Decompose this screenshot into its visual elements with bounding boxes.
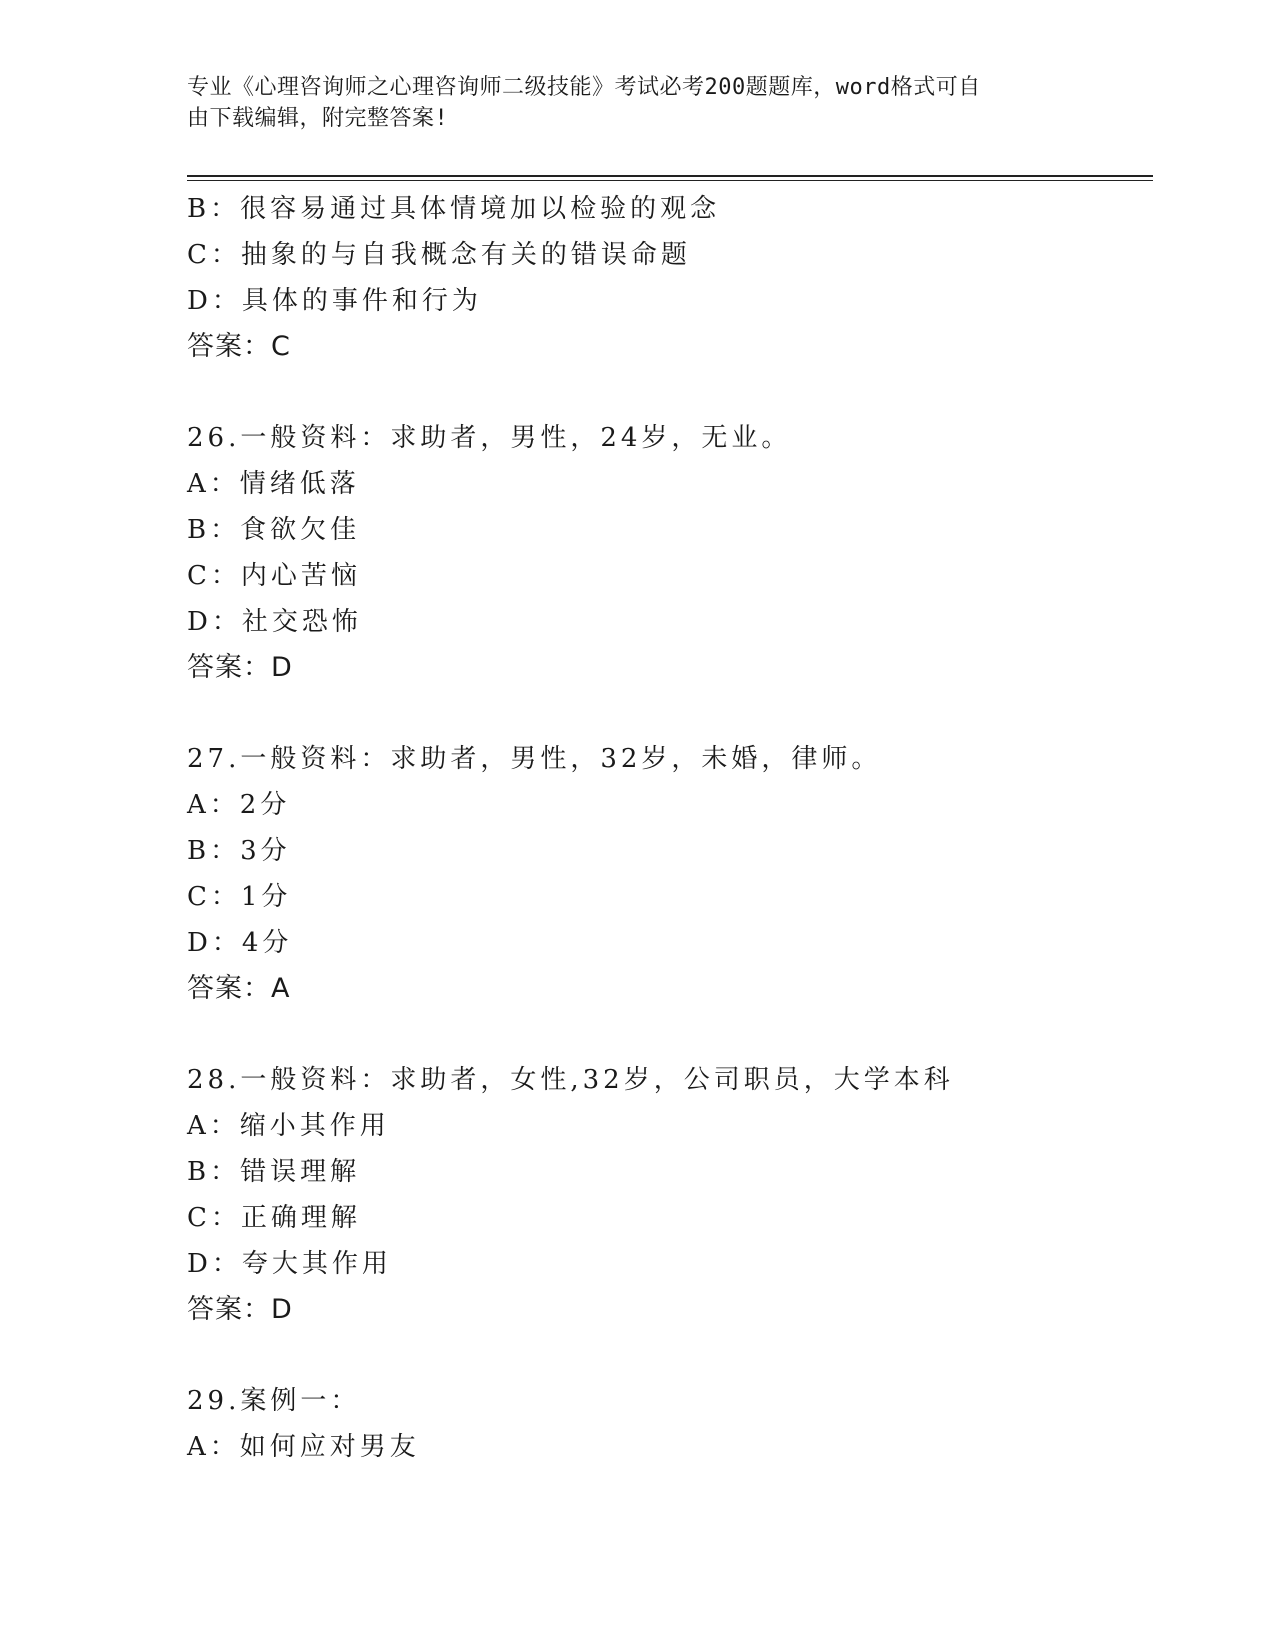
option-d: D：夸大其作用 — [187, 1249, 392, 1279]
option-a: A：2分 — [187, 790, 291, 820]
answer: 答案：D — [187, 652, 293, 683]
option-a: A：情绪低落 — [187, 469, 360, 499]
header-line-2: 由下载编辑，附完整答案! — [187, 106, 449, 131]
option-d: D：社交恐怖 — [187, 607, 362, 637]
option-c: C：抽象的与自我概念有关的错误命题 — [187, 240, 691, 270]
question-stem: 28.一般资料：求助者，女性,32岁，公司职员，大学本科 — [187, 1065, 954, 1095]
option-a: A：如何应对男友 — [187, 1432, 420, 1462]
question-stem: 26.一般资料：求助者，男性，24岁，无业。 — [187, 423, 792, 453]
option-b: B：很容易通过具体情境加以检验的观念 — [187, 194, 721, 224]
option-d: D：具体的事件和行为 — [187, 286, 482, 316]
option-c: C：1分 — [187, 882, 292, 912]
header-divider-thin — [187, 180, 1153, 181]
answer: 答案：A — [187, 973, 291, 1004]
answer: 答案：C — [187, 331, 291, 362]
document-header — [187, 72, 1067, 134]
option-c: C：内心苦恼 — [187, 561, 361, 591]
question-list — [187, 186, 1147, 1470]
header-divider-thick — [187, 175, 1153, 177]
question-stem: 29.案例一： — [187, 1386, 361, 1416]
option-b: B：错误理解 — [187, 1157, 361, 1187]
answer: 答案：D — [187, 1294, 293, 1325]
header-line-1: 专业《心理咨询师之心理咨询师二级技能》考试必考200题题库，word格式可自 — [187, 75, 981, 100]
option-c: C：正确理解 — [187, 1203, 361, 1233]
option-b: B：食欲欠佳 — [187, 515, 361, 545]
option-b: B：3分 — [187, 836, 291, 866]
option-a: A：缩小其作用 — [187, 1111, 390, 1141]
question-stem: 27.一般资料：求助者，男性，32岁，未婚，律师。 — [187, 744, 882, 774]
option-d: D：4分 — [187, 928, 293, 958]
